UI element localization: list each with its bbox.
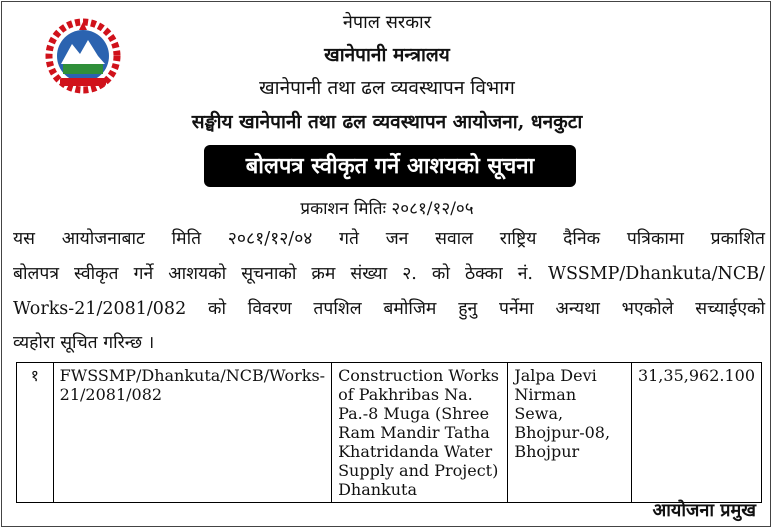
government-name: नेपाल सरकार	[342, 12, 432, 33]
work-description-cell: Construction Works of Pakhribas Na. Pa.-8 Muga (Shree Ram Mandir Tatha Khatridanda Water Supply and Project) Dhankuta	[332, 363, 508, 503]
amount-cell: 31,35,962.100	[631, 363, 761, 503]
publication-date: प्रकाशन मितिः २०८१/१२/०५	[300, 199, 474, 219]
body-line-4: व्यहोरा सूचित गरिन्छ ।	[13, 333, 155, 353]
body-line-3: Works-21/2081/082 को विवरण तपशिल बमोजिम हुनु पर्नेमा अन्यथा भएकोले सच्याईएको	[13, 299, 765, 319]
award-table	[16, 362, 762, 503]
department-name: खानेपानी तथा ढल व्यवस्थापन विभाग	[259, 77, 515, 99]
body-line-2: बोलपत्र स्वीकृत गर्ने आशयको सूचनाको क्रम संख्या २. को ठेक्का नं. WSSMP/Dhankuta/NCB/	[13, 264, 765, 284]
contract-number-cell: FWSSMP/Dhankuta/NCB/Works-21/2081/082	[53, 363, 331, 503]
body-line-1: यस आयोजनाबाट मिति २०८१/१२/०४ गते जन सवाल राष्ट्रिय दैनिक पत्रिकामा प्रकाशित	[13, 229, 765, 249]
table-row	[17, 363, 762, 503]
signatory-title: आयोजना प्रमुख	[652, 500, 756, 521]
notice-title-banner: बोलपत्र स्वीकृत गर्ने आशयको सूचना	[204, 145, 576, 187]
ministry-name: खानेपानी मन्त्रालय	[324, 44, 450, 66]
firm-name-cell: Jalpa Devi Nirman Sewa, Bhojpur-08, Bhojpur	[508, 363, 632, 503]
serial-number-cell: १	[17, 363, 54, 503]
project-office-name: सङ्घीय खानेपानी तथा ढल व्यवस्थापन आयोजना, धनकुटा	[191, 111, 583, 133]
